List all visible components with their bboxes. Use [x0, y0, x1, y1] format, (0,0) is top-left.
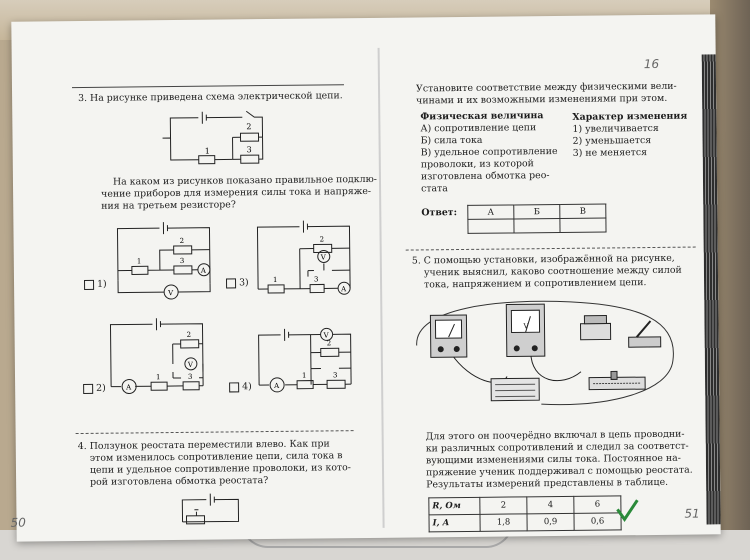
q5-body-5: Результаты измерений представлены в таблице. [426, 476, 669, 491]
option-2-label: 2) [96, 382, 106, 394]
i-label: I, А [429, 514, 480, 532]
divider-left [76, 430, 354, 434]
option-3-circuit [249, 218, 362, 299]
col1-item-c1: В) удельное сопротивление [420, 145, 558, 159]
q5-line-3: тока, напряжением и сопротивлением цепи. [424, 277, 647, 291]
q3-question-3: ния на третьем резисторе? [101, 199, 236, 212]
page-number-right: 51 [684, 506, 700, 521]
i-value-1: 1,8 [480, 514, 527, 531]
table-row [429, 496, 621, 515]
q3-title: 3. На рисунке приведена схема электрической цепи. [78, 90, 343, 105]
i-value-3: 0,6 [574, 513, 621, 530]
intro-line-1: Установите соответствие между физическими вели- [415, 80, 677, 95]
opt4-r3: 3 [332, 371, 338, 380]
r-value-3: 6 [574, 496, 621, 513]
opt4-ammeter: A [274, 381, 280, 390]
r1-label: 1 [204, 146, 210, 156]
q4-rheostat-circuit [176, 491, 246, 528]
q5-line-2: ученик выяснил, каково соотношение между силой [423, 264, 682, 279]
green-check-icon [614, 497, 640, 523]
opt4-r1: 1 [301, 371, 307, 380]
answer-label: Ответ: [421, 207, 458, 219]
opt3-r1: 1 [272, 275, 278, 284]
opt3-r3: 3 [313, 275, 319, 284]
option-2-checkbox[interactable] [83, 383, 93, 393]
r2-label: 2 [246, 122, 252, 132]
q4-line-2: этом изменилось сопротивление цепи, сила тока в [89, 450, 343, 464]
option-4-label: 4) [242, 381, 252, 393]
option-3[interactable] [226, 277, 249, 289]
switch-key [628, 321, 660, 347]
col1-item-c4: стата [421, 183, 448, 195]
opt2-voltmeter: V [187, 360, 194, 369]
opt4-voltmeter: V [323, 331, 329, 340]
col1-item-c3: изготовлена обмотка рео- [420, 170, 550, 183]
option-3-label: 3) [238, 277, 249, 289]
answer-cell-c[interactable] [560, 218, 606, 232]
opt2-r3: 3 [187, 372, 193, 381]
col1-header: Физическая величина [420, 110, 544, 123]
rheostat-device [589, 371, 645, 390]
q3-main-circuit [162, 107, 273, 170]
option-4-circuit [250, 318, 363, 399]
opt1-voltmeter: V [168, 289, 174, 298]
opt4-r2: 2 [326, 339, 332, 348]
q5-line-1: 5. С помощью установки, изображённой на рисунке, [411, 252, 675, 267]
power-supply [580, 315, 610, 339]
opt1-r1: 1 [136, 257, 142, 266]
opt2-r2: 2 [186, 330, 192, 339]
col1-item-b: Б) сила тока [420, 134, 483, 147]
q3-question-1: На каком из рисунков показано правильное подклю- [112, 173, 377, 188]
workbook-spread [11, 14, 720, 541]
answer-table [467, 203, 606, 233]
divider-right [406, 247, 696, 251]
option-3-checkbox[interactable] [226, 278, 236, 288]
results-table [428, 495, 621, 532]
opt2-r1: 1 [155, 373, 161, 382]
opt3-r2: 2 [319, 235, 325, 244]
col2-header: Характер изменения [572, 110, 688, 123]
opt2-ammeter: A [126, 383, 132, 392]
q5-body-1: Для этого он поочерёдно включал в цепь проводни- [425, 428, 685, 443]
option-4[interactable] [229, 381, 252, 393]
opt3-voltmeter: V [320, 253, 326, 262]
option-2-circuit [102, 316, 215, 397]
r-label: R, Ом [429, 497, 480, 515]
opt1-r2: 2 [179, 236, 185, 245]
col1-item-a: А) сопротивление цепи [420, 122, 537, 135]
col2-item-1: 1) увеличивается [572, 122, 659, 135]
r3-label: 3 [246, 145, 252, 155]
voltmeter-letter: V [523, 322, 529, 331]
answer-cell-b[interactable] [514, 218, 560, 232]
table-row [429, 513, 621, 532]
opt3-ammeter: A [341, 285, 347, 294]
q4-line-4: рой изготовлена обмотка реостата? [90, 475, 269, 488]
option-4-checkbox[interactable] [229, 382, 239, 392]
r-value-1: 2 [480, 497, 527, 514]
voltmeter-device [506, 304, 545, 356]
q4-line-1: 4. Ползунок реостата переместили влево. Как при [77, 438, 330, 453]
option-1-label: 1) [96, 278, 107, 290]
option-1[interactable] [84, 279, 107, 291]
ammeter-device [430, 315, 466, 357]
answer-header-b: Б [514, 204, 560, 218]
q5-body-2: ки различных сопротивлений и следил за соответст- [425, 440, 689, 455]
q5-body-4: пряжение ученик поддерживал с помощью реостата. [425, 464, 693, 479]
page-number-left: 50 [10, 515, 26, 530]
answer-header-c: В [560, 204, 606, 218]
q3-question-2: чение приборов для измерения силы тока и напряже- [101, 185, 372, 200]
option-1-checkbox[interactable] [84, 279, 94, 289]
option-1-circuit [109, 220, 222, 301]
opt1-ammeter: A [200, 266, 207, 275]
q4-line-3: цепи и удельное сопротивление проволоки, из кото- [89, 462, 352, 476]
intro-line-2: чинами и их возможными изменениями при этом. [416, 92, 668, 107]
answer-header-a: А [468, 205, 514, 219]
page-fold [378, 48, 385, 528]
corner-mark: 16 [643, 56, 660, 72]
q5-body-3: вующими изменениями силы тока. Постоянное на- [425, 452, 681, 467]
col1-item-c2: проволоки, из которой [420, 158, 534, 171]
i-value-2: 0,9 [527, 513, 574, 530]
r-value-2: 4 [527, 496, 574, 513]
resistor-box [491, 378, 539, 401]
answer-cell-a[interactable] [468, 219, 514, 233]
opt1-r3: 3 [179, 256, 185, 265]
col2-item-3: 3) не меняется [572, 147, 648, 159]
top-rule-left [72, 84, 344, 88]
apparatus-illustration [410, 291, 683, 412]
col2-item-2: 2) уменьшается [572, 135, 652, 147]
